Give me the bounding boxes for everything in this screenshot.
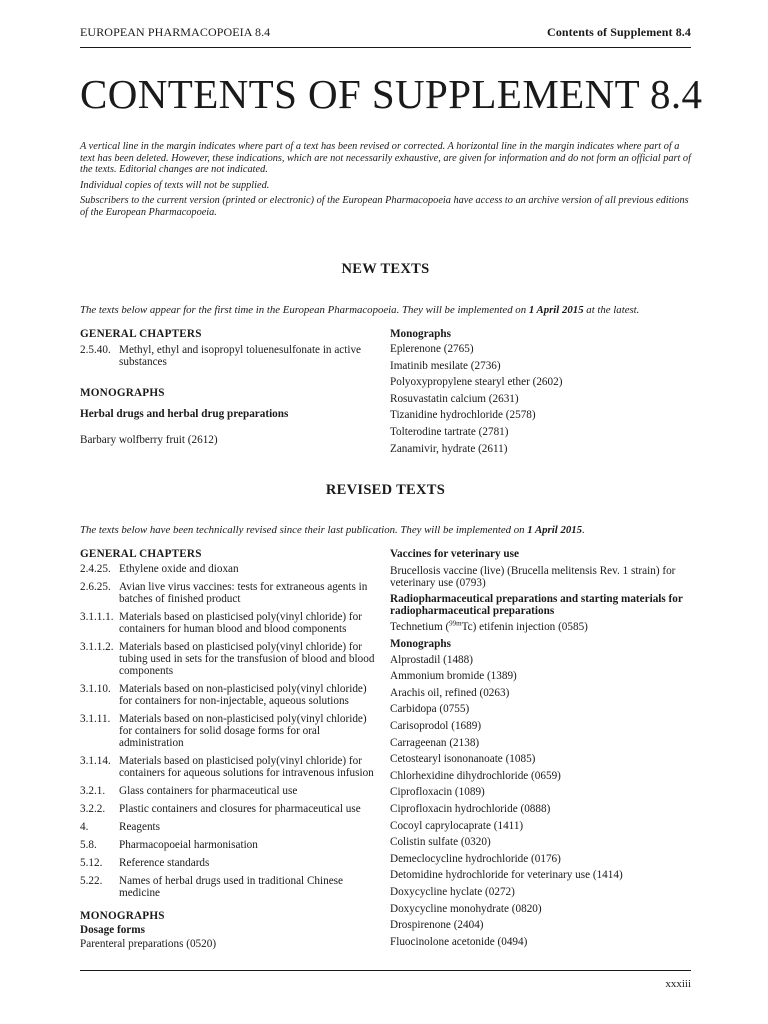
page-number: xxxiii [665, 978, 691, 990]
chapter-title: Pharmacopoeial harmonisation [119, 839, 258, 851]
footer-rule [80, 970, 691, 971]
chapter-entry [80, 563, 380, 575]
monograph-entry: Demeclocycline hydrochloride (0176) [390, 852, 561, 865]
monograph-entry: Imatinib mesilate (2736) [390, 359, 501, 372]
chapter-entry [80, 821, 380, 833]
chapter-title: Names of herbal drugs used in traditional Chinese medicine [119, 875, 344, 899]
chapter-number: 3.1.1.1. [80, 611, 114, 623]
new-texts-note: The texts below appear for the first time in the European Pharmacopoeia. They will be implemented on 1 April 2015 at the latest. [80, 304, 640, 316]
monographs-label: MONOGRAPHS [80, 910, 165, 922]
chapter-entry [80, 581, 380, 605]
chapter-entry [80, 755, 380, 779]
chapter-title: Plastic containers and closures for pharmaceutical use [119, 803, 361, 815]
revised-texts-right-column [390, 548, 691, 952]
monograph-entry: Barbary wolfberry fruit (2612) [80, 434, 218, 446]
chapter-number: 2.5.40. [80, 344, 111, 356]
monograph-entry: Doxycycline monohydrate (0820) [390, 902, 542, 915]
monograph-entry: Doxycycline hyclate (0272) [390, 885, 515, 898]
monographs-label: Monographs [390, 328, 451, 340]
new-texts-left-column [80, 328, 380, 451]
monograph-entry: Drospirenone (2404) [390, 919, 484, 932]
chapter-number: 3.1.1.2. [80, 641, 114, 653]
chapter-title: Materials based on plasticised poly(vinyl chloride) for containers for aqueous solutions for intravenous infusion [119, 755, 374, 779]
chapter-entry [80, 875, 380, 899]
herbal-drugs-label: Herbal drugs and herbal drug preparations [80, 408, 289, 420]
chapter-title: Methyl, ethyl and isopropyl toluenesulfonate in active substances [119, 344, 362, 368]
chapter-title: Ethylene oxide and dioxan [119, 563, 239, 575]
monographs-label: Monographs [390, 637, 451, 650]
monographs-label: MONOGRAPHS [80, 387, 165, 399]
header-rule [80, 47, 691, 48]
document-page [80, 0, 703, 1024]
monograph-entry: Zanamivir, hydrate (2611) [390, 442, 508, 455]
chapter-entry [80, 803, 380, 815]
chapter-entry [80, 641, 380, 677]
chapter-number: 5.22. [80, 875, 103, 887]
chapter-entry [80, 683, 380, 707]
chapter-entry [80, 785, 380, 797]
chapter-title: Glass containers for pharmaceutical use [119, 785, 298, 797]
monograph-entry: Tolterodine tartrate (2781) [390, 425, 509, 438]
monograph-entry: Polyoxypropylene stearyl ether (2602) [390, 376, 563, 389]
chapter-title: Materials based on plasticised poly(vinyl chloride) for containers for human blood and blood components [119, 611, 362, 635]
monograph-entry: Detomidine hydrochloride for veterinary use (1414) [390, 869, 623, 882]
monograph-entry: Arachis oil, refined (0263) [390, 686, 510, 699]
revised-texts-heading: REVISED TEXTS [325, 482, 446, 498]
vaccines-veterinary-label: Vaccines for veterinary use [390, 548, 519, 560]
monograph-entry: Tizanidine hydrochloride (2578) [390, 409, 536, 422]
intro-paragraph: A vertical line in the margin indicates where part of a text has been revised or corrected. A horizontal line in the margin indicates where part of a text has been deleted. However, these indications, which are not necessarily exhaustive, are given for information and do not form an official part of the texts. Editorial changes are not indicated. [80, 141, 691, 176]
dosage-forms-label: Dosage forms [80, 924, 145, 936]
header-publication: EUROPEAN PHARMACOPOEIA 8.4 [80, 25, 271, 39]
chapter-number: 5.8. [80, 839, 97, 851]
monograph-entry: Technetium ($^{99m}$Tc) etifenin injection (0585) [390, 619, 588, 633]
monograph-entry: Cocoyl caprylocaprate (1411) [390, 819, 524, 832]
revised-texts-note: The texts below have been technically revised since their last publication. They will be implemented on 1 April 2015. [80, 524, 585, 536]
monograph-entry: Brucellosis vaccine (live) (Brucella melitensis Rev. 1 strain) for veterinary use (0793) [390, 565, 676, 589]
chapter-entry [80, 344, 380, 368]
chapter-title: Avian live virus vaccines: tests for extraneous agents in batches of finished product [119, 581, 368, 605]
monograph-entry: Colistin sulfate (0320) [390, 836, 491, 849]
chapter-title: Reagents [119, 821, 161, 833]
new-texts-right-column [390, 328, 691, 459]
running-header [80, 25, 691, 40]
chapter-number: 3.2.2. [80, 803, 106, 815]
chapter-title: Materials based on non-plasticised poly(vinyl chloride) for containers for solid dosage forms for oral administration [119, 713, 367, 749]
monograph-entry: Carisoprodol (1689) [390, 719, 482, 732]
revised-texts-left-column [80, 548, 380, 955]
monograph-entry: Ciprofloxacin hydrochloride (0888) [390, 802, 551, 815]
monograph-entry: Carrageenan (2138) [390, 736, 480, 749]
chapter-entry [80, 839, 380, 851]
chapter-title: Materials based on non-plasticised poly(vinyl chloride) for containers for non-injectable, aqueous solutions [119, 683, 367, 707]
monograph-entry: Parenteral preparations (0520) [80, 938, 217, 950]
chapter-entry [80, 713, 380, 749]
chapter-number: 3.1.14. [80, 755, 111, 767]
chapter-title: Materials based on plasticised poly(vinyl chloride) for tubing used in sets for the transfusion of blood and blood components [119, 641, 375, 677]
chapter-entry [80, 611, 380, 635]
monograph-entry: Cetostearyl isononanoate (1085) [390, 753, 536, 766]
chapter-number: 2.4.25. [80, 563, 111, 575]
chapter-entry [80, 857, 380, 869]
monograph-entry: Fluocinolone acetonide (0494) [390, 935, 528, 948]
chapter-number: 3.1.11. [80, 713, 111, 725]
chapter-number: 4. [80, 821, 89, 833]
new-texts-heading: NEW TEXTS [341, 261, 430, 277]
monograph-entry: Ciprofloxacin (1089) [390, 786, 485, 799]
monograph-entry: Eplerenone (2765) [390, 343, 474, 355]
page-title: CONTENTS OF SUPPLEMENT 8.4 [80, 71, 703, 117]
general-chapters-label: GENERAL CHAPTERS [80, 548, 202, 560]
monograph-entry: Chlorhexidine dihydrochloride (0659) [390, 769, 561, 782]
intro-notes [80, 141, 691, 223]
monograph-entry: Rosuvastatin calcium (2631) [390, 392, 519, 405]
intro-paragraph: Individual copies of texts will not be supplied. [80, 179, 270, 191]
chapter-number: 2.6.25. [80, 581, 111, 593]
general-chapters-label: GENERAL CHAPTERS [80, 328, 202, 340]
monograph-entry: Ammonium bromide (1389) [390, 670, 517, 683]
chapter-title: Reference standards [119, 857, 210, 869]
chapter-number: 3.1.10. [80, 683, 111, 695]
monograph-entry: Alprostadil (1488) [390, 653, 473, 666]
monograph-entry: Carbidopa (0755) [390, 703, 470, 716]
radiopharmaceutical-label: Radiopharmaceutical preparations and starting materials for radiopharmaceutical preparations [390, 593, 683, 617]
intro-paragraph: Subscribers to the current version (printed or electronic) of the European Pharmacopoeia have access to an archive version of all previous editions of the European Pharmacopoeia. [80, 195, 689, 218]
chapter-number: 3.2.1. [80, 785, 106, 797]
chapter-number: 5.12. [80, 857, 103, 869]
header-section: Contents of Supplement 8.4 [547, 25, 691, 39]
